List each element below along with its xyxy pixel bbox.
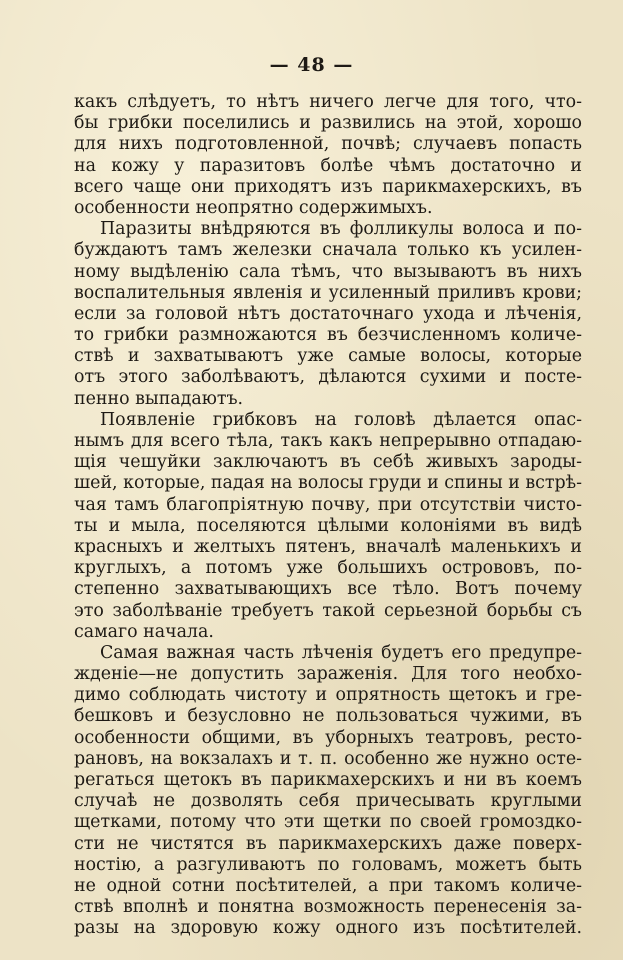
text-line: воспалительныя явленія и усиленный приливъ крови; [74, 282, 582, 303]
text-line: для нихъ подготовленной, почвѣ; случаевъ попасть [74, 134, 582, 155]
text-line: то грибки размножаются въ безчисленномъ количе- [74, 325, 582, 346]
text-line: бешковъ и безусловно не пользоваться чужими, въ [74, 706, 582, 727]
text-line: ному выдѣленію сала тѣмъ, что вызываютъ въ нихъ [74, 261, 582, 282]
text-line: буждаютъ тамъ железки сначала только къ усилен- [74, 240, 582, 261]
text-line: шей, которые, падая на волосы груди и спины и встрѣ- [74, 473, 582, 494]
text-line: регаться щетокъ въ парикмахерскихъ и ни въ коемъ [74, 770, 582, 790]
text-line: отъ этого заболѣваютъ, дѣлаются сухими и посте- [74, 367, 582, 388]
text-line: случаѣ не дозволять себя причесывать круглыми [74, 791, 582, 812]
text-line: нымъ для всего тѣла, такъ какъ непрерывно отпадаю- [74, 431, 582, 451]
text-line: чая тамъ благопріятную почву, при отсутствіи чисто- [74, 494, 582, 515]
text-line: Появленіе грибковъ на головѣ дѣлается опас- [100, 409, 582, 430]
text-line: сти не чистятся въ парикмахерскихъ даже поверх- [74, 833, 582, 854]
text-line: красныхъ и желтыхъ пятенъ, вначалѣ маленькихъ и [74, 536, 582, 557]
text-line: разы на здоровую кожу одного изъ посѣтителей. [74, 918, 582, 939]
text-line: Самая важная часть лѣченія будетъ его предупре- [100, 642, 582, 663]
text-line: особенности общими, въ уборныхъ театровъ, ресто- [74, 727, 582, 748]
text-line: ностію, а разгуливаютъ по головамъ, можетъ быть [74, 854, 582, 875]
text-line: димо соблюдать чистоту и опрятность щетокъ и гре- [74, 685, 582, 706]
text-line: ствѣ и захватываютъ уже самые волосы, которые [74, 346, 582, 367]
text-line: пенно выпадаютъ. [74, 388, 244, 409]
text-line: ствѣ вполнѣ и понятна возможность перенесенія за- [74, 897, 582, 918]
text-line: самаго начала. [74, 621, 214, 642]
page-number: — 48 — [269, 54, 354, 76]
text-line: всего чаще они приходятъ изъ парикмахерскихъ, въ [74, 176, 582, 197]
text-line: ты и мыла, поселяются цѣлыми колоніями въ видѣ [74, 515, 582, 536]
text-line: если за головой нѣтъ достаточнаго ухода и лѣченія, [74, 303, 582, 324]
text-line: бы грибки поселились и развились на этой, хорошо [74, 113, 582, 134]
text-line: не одной сотни посѣтителей, а при такомъ количе- [74, 875, 582, 896]
body-text [74, 92, 582, 940]
text-line: это заболѣваніе требуетъ такой серьезной борьбы съ [74, 600, 582, 621]
text-line: щія чешуйки заключаютъ въ себѣ живыхъ зароды- [74, 452, 582, 473]
text-line: степенно захватывающихъ все тѣло. Вотъ почему [74, 579, 582, 600]
text-line: на кожу у паразитовъ болѣе чѣмъ достаточно и [74, 155, 582, 176]
text-line: какъ слѣдуетъ, то нѣтъ ничего легче для того, что- [74, 92, 582, 112]
text-line: особенности неопрятно содержимыхъ. [74, 197, 433, 218]
text-line: жденіе—не допустить зараженія. Для того необхо- [74, 664, 582, 685]
text-line: щетками, потому что эти щетки по своей громоздко- [74, 812, 582, 833]
text-line: рановъ, на вокзалахъ и т. п. особенно же нужно осте- [74, 748, 582, 769]
text-line: Паразиты внѣдряются въ фолликулы волоса и по- [100, 219, 582, 240]
text-line: круглыхъ, а потомъ уже большихъ острововъ, по- [74, 558, 582, 579]
